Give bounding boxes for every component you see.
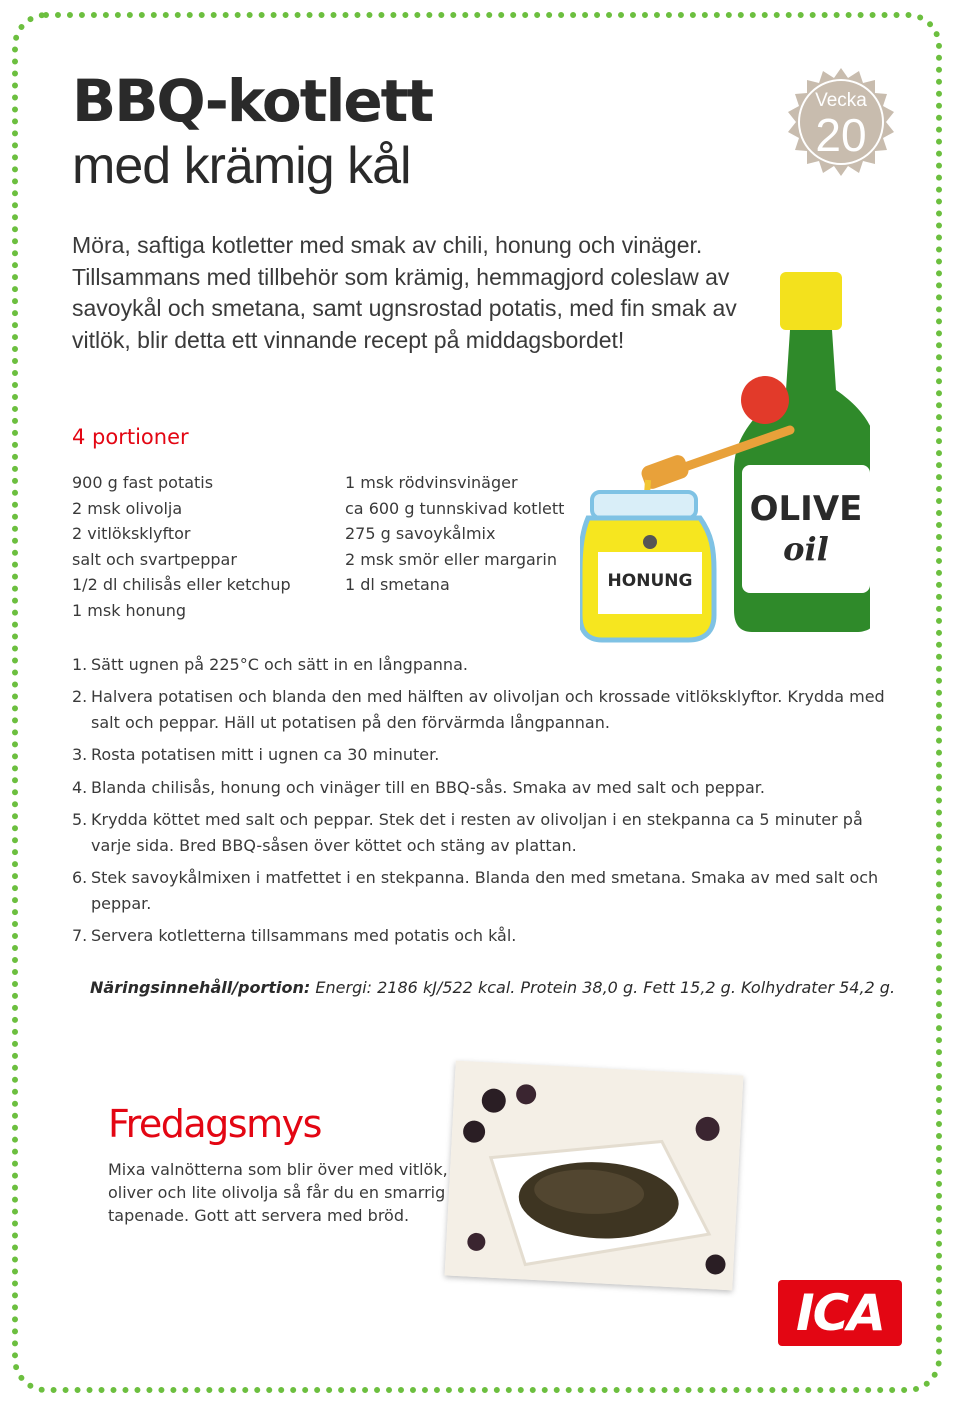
instruction-step: 4. Blanda chilisås, honung och vinäger till en BBQ-sås. Smaka av med salt och peppar. bbox=[72, 777, 765, 797]
instruction-step: 7. Servera kotletterna tillsammans med potatis och kål. bbox=[72, 926, 517, 946]
badge-number: 20 bbox=[815, 109, 867, 161]
tapenade-photo bbox=[445, 1061, 744, 1291]
instruction-step: 2. Halvera potatisen och blanda den med hälften av olivoljan och krossade vitlöksklyftor. Krydda med salt och peppar. Häll ut potatisen på den förvärmda långpannan. bbox=[72, 687, 885, 733]
jar-label: HONUNG bbox=[607, 571, 693, 591]
ingredient-item: 1/2 dl chilisås eller ketchup bbox=[72, 575, 291, 595]
recipe-subtitle: med krämig kål bbox=[72, 137, 411, 195]
tip-title: Fredagsmys bbox=[108, 1102, 321, 1146]
olive-oil-bottle-icon bbox=[734, 272, 870, 632]
ica-logo bbox=[778, 1280, 902, 1346]
honey-oil-illustration bbox=[580, 270, 870, 650]
bottle-label-oil: oil bbox=[783, 530, 829, 568]
portions-heading: 4 portioner bbox=[72, 425, 189, 449]
ingredient-item: 275 g savoykålmix bbox=[345, 524, 496, 544]
ica-logo-text: ICA bbox=[796, 1284, 884, 1342]
badge-label: Vecka bbox=[815, 90, 867, 111]
ingredients-right bbox=[345, 470, 585, 598]
ingredient-item: salt och svartpeppar bbox=[72, 549, 237, 569]
instruction-step: 6. Stek savoykålmixen i matfettet i en stekpanna. Blanda den med smetana. Smaka av med salt och peppar. bbox=[72, 868, 879, 913]
recipe-title: BBQ-kotlett bbox=[72, 67, 433, 135]
ingredient-item: 2 msk olivolja bbox=[72, 498, 183, 518]
week-badge bbox=[784, 66, 898, 180]
intro-text: Möra, saftiga kotletter med smak av chili, honung och vinäger. Tillsammans med tillbehör som krämig, hemmagjord coleslaw av savoykål och smetana, samt ugnsrostad potatis, med fin smak av vitlök, blir detta ett vinnande recept på middagsbordet! bbox=[72, 232, 737, 353]
tip-text: Mixa valnötterna som blir över med vitlök, oliver och lite olivolja så får du en smarrig tapenade. Gott att servera med bröd. bbox=[108, 1160, 448, 1225]
instruction-step: 5. Krydda köttet med salt och peppar. Stek det i resten av olivoljan i en stekpanna ca 5 minuter på varje sida. Bred BBQ-såsen över köttet och stäng av plattan. bbox=[72, 809, 863, 855]
bottle-label-olive: OLIVE bbox=[749, 489, 863, 529]
ingredients-left bbox=[72, 470, 332, 624]
instruction-step: 3. Rosta potatisen mitt i ugnen ca 30 minuter. bbox=[72, 745, 440, 765]
ingredient-item: 2 vitlöksklyftor bbox=[72, 524, 191, 544]
ingredient-item: 1 dl smetana bbox=[345, 575, 450, 595]
honey-jar-icon bbox=[580, 492, 714, 640]
instructions-list bbox=[72, 652, 892, 955]
ingredient-item: 1 msk honung bbox=[72, 600, 187, 620]
instruction-step: 1. Sätt ugnen på 225°C och sätt in en långpanna. bbox=[72, 655, 468, 674]
nutrition-values: Energi: 2186 kJ/522 kcal. Protein 38,0 g. Fett 15,2 g. Kolhydrater 54,2 g. bbox=[315, 978, 896, 997]
ingredient-item: 900 g fast potatis bbox=[72, 473, 214, 492]
nutrition-info bbox=[90, 978, 910, 997]
ingredient-item: ca 600 g tunnskivad kotlett bbox=[345, 498, 565, 518]
ingredient-item: 1 msk rödvinsvinäger bbox=[345, 473, 518, 492]
nutrition-label: Näringsinnehåll/portion: bbox=[90, 978, 311, 997]
ingredient-item: 2 msk smör eller margarin bbox=[345, 549, 557, 569]
